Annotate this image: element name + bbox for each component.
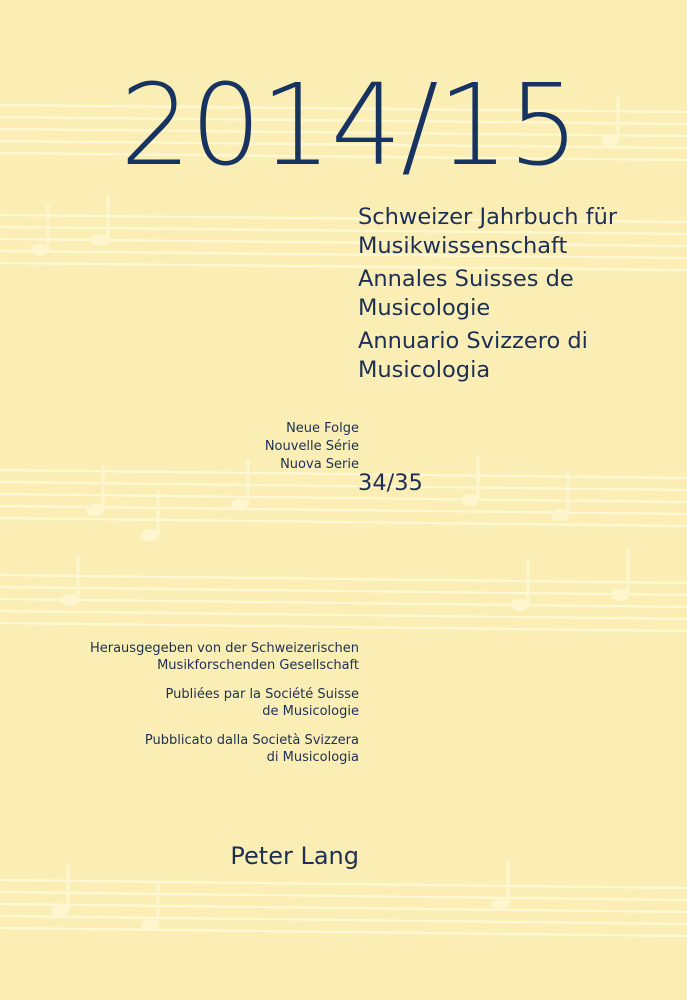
series-italian: Nuova Serie bbox=[280, 457, 359, 472]
editor-german-line2: Musikforschenden Gesellschaft bbox=[157, 658, 359, 673]
title-italian-line2: Musicologia bbox=[358, 357, 491, 383]
title-italian-line1: Annuario Svizzero di bbox=[358, 328, 588, 354]
title-german-line1: Schweizer Jahrbuch für bbox=[358, 204, 618, 230]
series-german: Neue Folge bbox=[286, 421, 359, 436]
editor-italian-line1: Pubblicato dalla Società Svizzera bbox=[144, 733, 359, 748]
cover-year: 2014/15 bbox=[120, 61, 579, 191]
editor-italian bbox=[90, 732, 359, 766]
editor-italian-line2: di Musicologia bbox=[266, 750, 359, 765]
title-french-line1: Annales Suisses de bbox=[358, 266, 574, 292]
editor-french-line2: de Musicologie bbox=[262, 704, 359, 719]
music-staff bbox=[0, 575, 687, 631]
editor-german-line1: Herausgegeben von der Schweizerischen bbox=[89, 641, 359, 656]
volume-number: 34/35 bbox=[358, 470, 423, 496]
cover-titles bbox=[358, 203, 678, 389]
music-staff bbox=[0, 880, 687, 936]
series-labels bbox=[265, 420, 359, 474]
editor-credits bbox=[90, 640, 359, 778]
title-italian bbox=[358, 327, 678, 385]
title-french-line2: Musicologie bbox=[358, 295, 491, 321]
title-french bbox=[358, 265, 678, 323]
series-french: Nouvelle Série bbox=[264, 439, 359, 454]
editor-french bbox=[90, 686, 359, 720]
editor-french-line1: Publiées par la Société Suisse bbox=[165, 687, 359, 702]
title-german-line2: Musikwissenschaft bbox=[358, 233, 568, 259]
title-german bbox=[358, 203, 678, 261]
editor-german bbox=[90, 640, 359, 674]
publisher-name: Peter Lang bbox=[230, 842, 359, 870]
